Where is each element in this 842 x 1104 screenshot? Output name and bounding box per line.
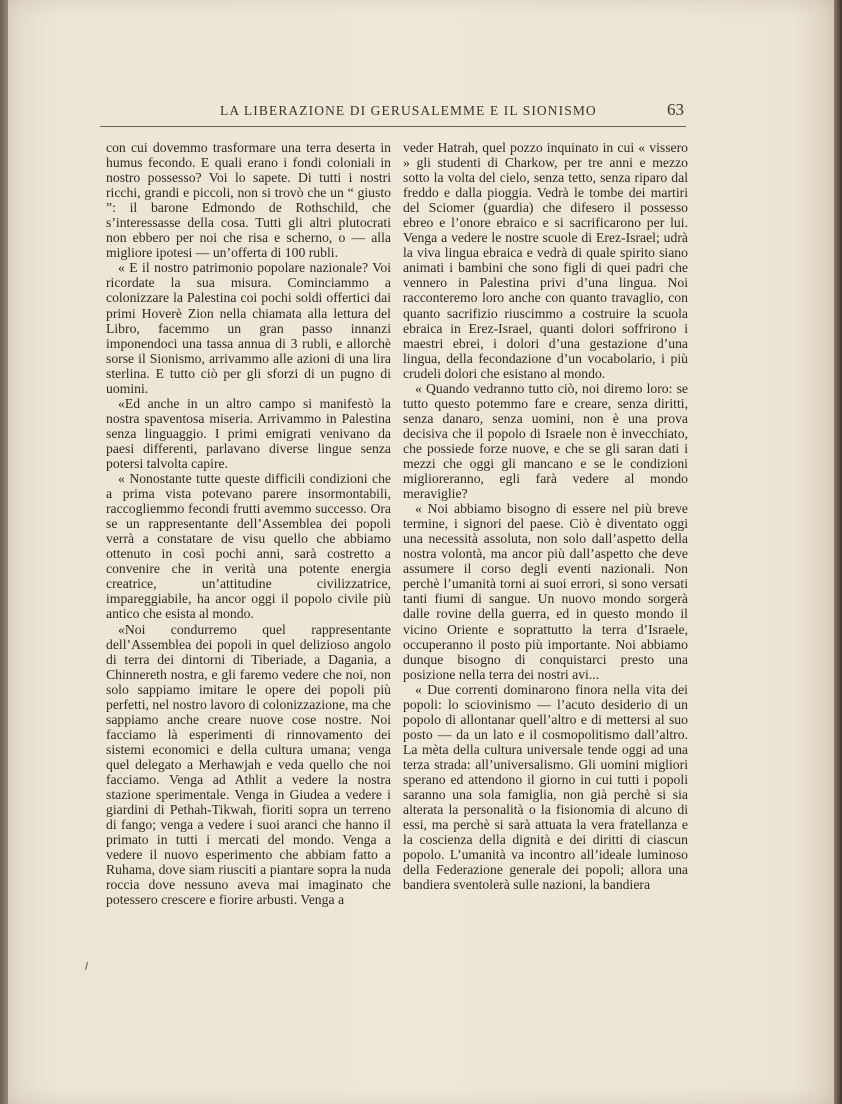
header-rule [100, 126, 686, 127]
paragraph: « Quando vedranno tutto ciò, noi diremo loro: se tutto questo potemmo fare e creare, senza diritti, senza danaro, senza uomini, non è una prova decisiva che il popolo di Israele non è invecchiato, che possiede forze nuove, e che se gli saran dati i mezzi che oggi gli mancano e se le condizioni miglioreranno, egli farà vedere al mondo meraviglie? [403, 380, 688, 502]
paragraph: « Noi abbiamo bisogno di essere nel più breve termine, i signori del paese. Ciò è diventato oggi una necessità assoluta, non solo dall’aspetto della nostra volontà, ma ancor più dall’aspetto che deve assumere il corso degli eventi nazionali. Non perchè l’umanità torni ai suoi errori, si sono versati tanti fiumi di sangue. Un nuovo mondo sorgerà dalle rovine della guerra, ed in questo mondo il vicino Oriente e soprattutto la terra d’Israele, occuperanno il posto più importante. Noi abbiamo dunque bisogno di conquistarci presto una posizione nella terra dei nostri avi... [403, 501, 688, 682]
paragraph: «Ed anche in un altro campo si manifestò la nostra spaventosa miseria. Arrivammo in Palestina senza linguaggio. I primi emigrati venivano da paesi differenti, parlavano diverse lingue senza potersi talvolta capire. [106, 395, 391, 471]
left-column [106, 140, 391, 907]
running-header [220, 101, 686, 125]
running-title: LA LIBERAZIONE DI GERUSALEMME E IL SIONISMO [220, 103, 597, 118]
right-column [403, 140, 688, 892]
page-number: 63 [667, 100, 684, 119]
paragraph: « Due correnti dominarono finora nella vita dei popoli: lo sciovinismo — l’acuto desiderio di un popolo di allontanar quell’altro e di mettersi al suo posto — da un lato e il cosmopolitismo dall’altro. La mèta della cultura universale tende oggi ad una terza strada: all’universalismo. Gli uomini migliori sperano ed attendono il giorno in cui tutti i popoli saranno una sola famiglia, non già perchè si sia alterata la personalità o la fisionomia di alcuno di essi, ma perchè si sarà attuata la vera fratellanza e la coscienza della dignità e dei diritti di ciascun popolo. L’umanità va incontro all’ideale luminoso della Federazione generale dei popoli; allora una bandiera sventolerà sulle nazioni, la bandiera [403, 681, 688, 893]
page-edge-shadow [834, 0, 842, 1104]
paragraph: «Noi condurremo quel rappresentante dell’Assemblea dei popoli in quel delizioso angolo di terra dei dintorni di Tiberiade, a Dagania, a Chinnereth nostra, e gli faremo vedere che noi, non solo sappiamo imitare le opere dei popoli più perfetti, nel nostro lavoro di colonizzazione, ma che sappiamo anche creare nuove cose nostre. Noi facciamo là esperimenti di rinnovamento dei sistemi economici e della cultura umana; venga quel delegato a Merhawjah e veda quello che noi facciamo. Venga ad Athlit a vedere la nostra stazione sperimentale. Venga in Giudea a vedere i giardini di Pethah-Tikwah, fioriti sopra un terreno di fango; venga a vedere i suoi aranci che hanno il primato in tutti i mercati del mondo. Venga a vedere il nuovo esperimento che abbiam fatto a Ruhama, dove siam riusciti a piantare sopra la nuda roccia dove nessuno aveva mai imaginato che potessero crescere e fiorire arbusti. Venga a [106, 621, 391, 908]
paragraph: « Nonostante tutte queste difficili condizioni che a prima vista potevano parere insormontabili, raccogliemmo fecondi frutti avemmo successo. Ora se un rappresentante dell’Assemblea dei popoli verrà a constatare de visu quello che abbiamo ottenuto in così pochi anni, sarà costretto a convenire che in verità una potente energia creatrice, un’attitudine civilizzatrice, impareggiabile, ha ancor oggi il popolo civile più antico che esista al mondo. [106, 471, 391, 622]
paragraph: « E il nostro patrimonio popolare nazionale? Voi ricordate la sua misura. Cominciammo a colonizzare la Palestina coi pochi soldi offertici dai primi Hoverè Zion nella chiamata alla lettura del Libro, facemmo un gran passo innanzi imponendoci una tassa annua di 3 rubli, e allorchè sorse il Sionismo, arrivammo alle azioni di una lira sterlina. E tutto ciò per gli sforzi di un pugno di uomini. [106, 260, 391, 396]
paragraph: veder Hatrah, quel pozzo inquinato in cui « vissero » gli studenti di Charkow, per tre anni e mezzo sotto la volta del cielo, senza tetto, senza riparo dal freddo e dalla pioggia. Vedrà le tombe dei martiri del Sciomer (guardia) che difesero il possesso ebreo e l’onore ebraico e si sacrificarono per lui. Venga a vedere le nostre scuole di Erez-Israel; udrà la viva lingua ebraica e vedrà di quale spirito siano animati i bambini che sono figli di quei padri che vennero in Palestina privi d’una lingua. Noi racconteremo loro anche con quanto travaglio, con quanto sacrifizio riuscimmo a costruire la scuola ebraica in Erez-Israel, quanti dolori soffrirono i maestri ebrei, i dolori d’una gestazione d’una lingua, della fecondazione d’un vocabolario, i più crudeli dolori che esistano al mondo. [403, 140, 688, 381]
paragraph: con cui dovemmo trasformare una terra deserta in humus fecondo. E quali erano i fondi coloniali in nostro possesso? Voi lo sapete. Di tutti i nostri ricchi, grandi e piccoli, non si trovò che un “ giusto ”: il barone Edmondo de Rothschild, che s’interessasse della cosa. Tutti gli altri plutocrati non ebbero per noi che risa e scherno, o — alla migliore ipotesi — un’offerta di 100 rubli. [106, 140, 391, 261]
